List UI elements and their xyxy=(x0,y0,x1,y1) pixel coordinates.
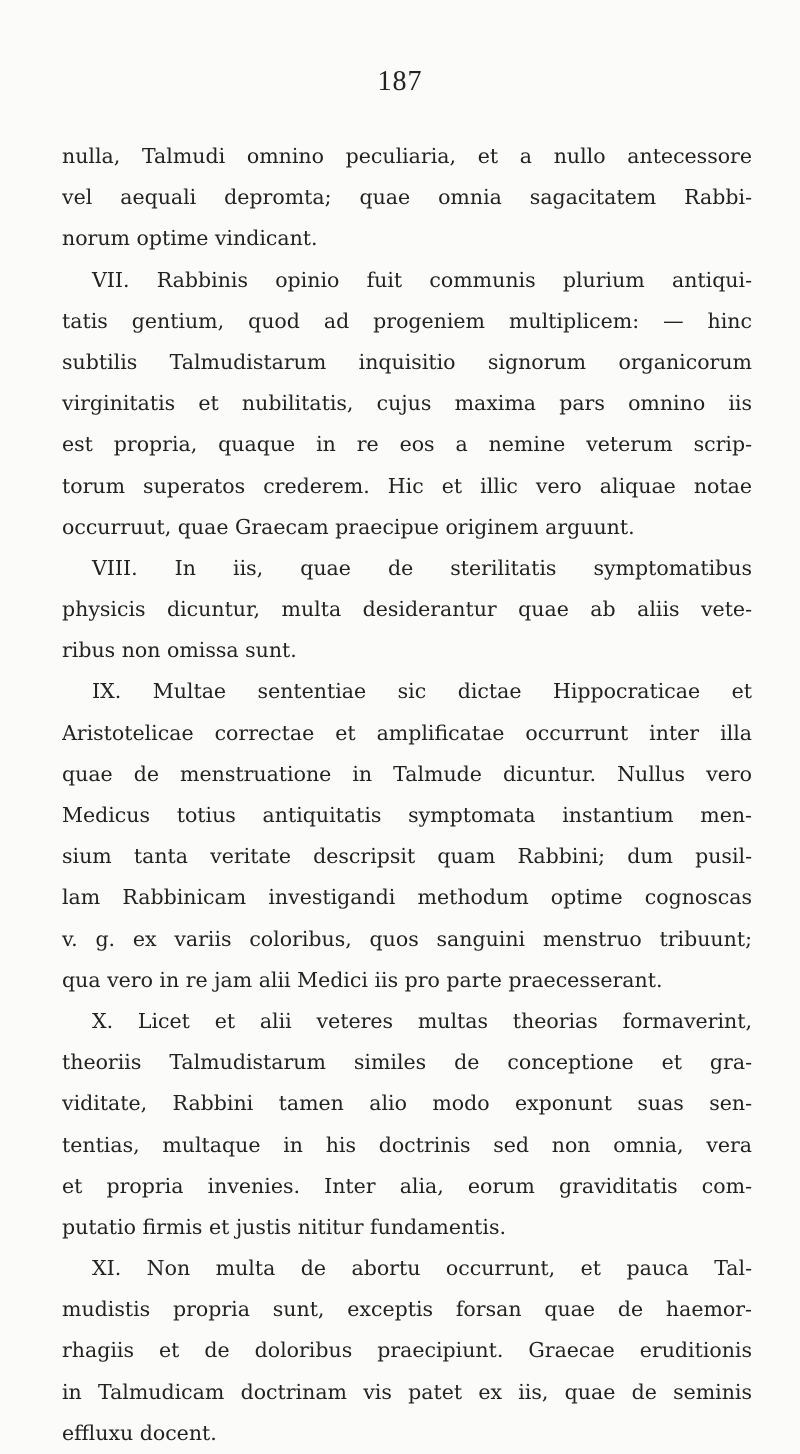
text-line: virginitatis et nubilitatis, cujus maxima pars omnino iis xyxy=(62,391,752,416)
text-line: viditate, Rabbini tamen alio modo exponunt suas sen- xyxy=(62,1091,752,1116)
text-line: IX. Multae sententiae sic dictae Hippocraticae et xyxy=(92,679,752,704)
text-line: XI. Non multa de abortu occurrunt, et pauca Tal- xyxy=(92,1256,752,1281)
body-text xyxy=(62,136,752,1454)
page-number: 187 xyxy=(377,66,423,97)
text-line: physicis dicuntur, multa desiderantur quae ab aliis vete- xyxy=(62,597,752,622)
text-line: rhagiis et de doloribus praecipiunt. Graecae eruditionis xyxy=(62,1338,752,1363)
text-line: putatio firmis et justis nititur fundamentis. xyxy=(62,1214,506,1239)
text-line: quae de menstruatione in Talmude dicuntur. Nullus vero xyxy=(62,761,752,786)
text-line: Aristotelicae correctae et amplificatae occurrunt inter illa xyxy=(62,720,752,745)
text-line: tatis gentium, quod ad progeniem multiplicem: — hinc xyxy=(62,308,752,333)
text-line: vel aequali depromta; quae omnia sagacitatem Rabbi- xyxy=(62,185,752,210)
text-line: occurruut, quae Graecam praecipue originem arguunt. xyxy=(62,514,635,539)
text-line: norum optime vindicant. xyxy=(62,226,318,251)
text-line: v. g. ex variis coloribus, quos sanguini menstruo tribuunt; xyxy=(62,926,752,951)
text-line: lam Rabbinicam investigandi methodum optime cognoscas xyxy=(62,885,752,910)
text-line: tentias, multaque in his doctrinis sed non omnia, vera xyxy=(62,1132,752,1157)
text-line: X. Licet et alii veteres multas theorias formaverint, xyxy=(92,1008,752,1033)
text-line: effluxu docent. xyxy=(62,1420,217,1445)
text-line: VII. Rabbinis opinio fuit communis plurium antiqui- xyxy=(92,267,752,292)
text-line: subtilis Talmudistarum inquisitio signorum organicorum xyxy=(62,349,752,374)
text-line: torum superatos crederem. Hic et illic vero aliquae notae xyxy=(62,473,752,498)
text-line: qua vero in re jam alii Medici iis pro parte praecesserant. xyxy=(62,967,663,992)
text-line: est propria, quaque in re eos a nemine veterum scrip- xyxy=(62,432,752,457)
text-line: et propria invenies. Inter alia, eorum graviditatis com- xyxy=(62,1173,752,1198)
text-line: sium tanta veritate descripsit quam Rabbini; dum pusil- xyxy=(62,844,752,869)
text-line: mudistis propria sunt, exceptis forsan quae de haemor- xyxy=(62,1297,752,1322)
text-line: in Talmudicam doctrinam vis patet ex iis, quae de seminis xyxy=(62,1379,752,1404)
text-line: theoriis Talmudistarum similes de conceptione et gra- xyxy=(62,1050,752,1075)
text-line: nulla, Talmudi omnino peculiaria, et a nullo antecessore xyxy=(62,144,752,168)
text-line: ribus non omissa sunt. xyxy=(62,638,297,663)
text-line: Medicus totius antiquitatis symptomata instantium men- xyxy=(62,803,752,827)
text-line: VIII. In iis, quae de sterilitatis symptomatibus xyxy=(92,555,752,580)
